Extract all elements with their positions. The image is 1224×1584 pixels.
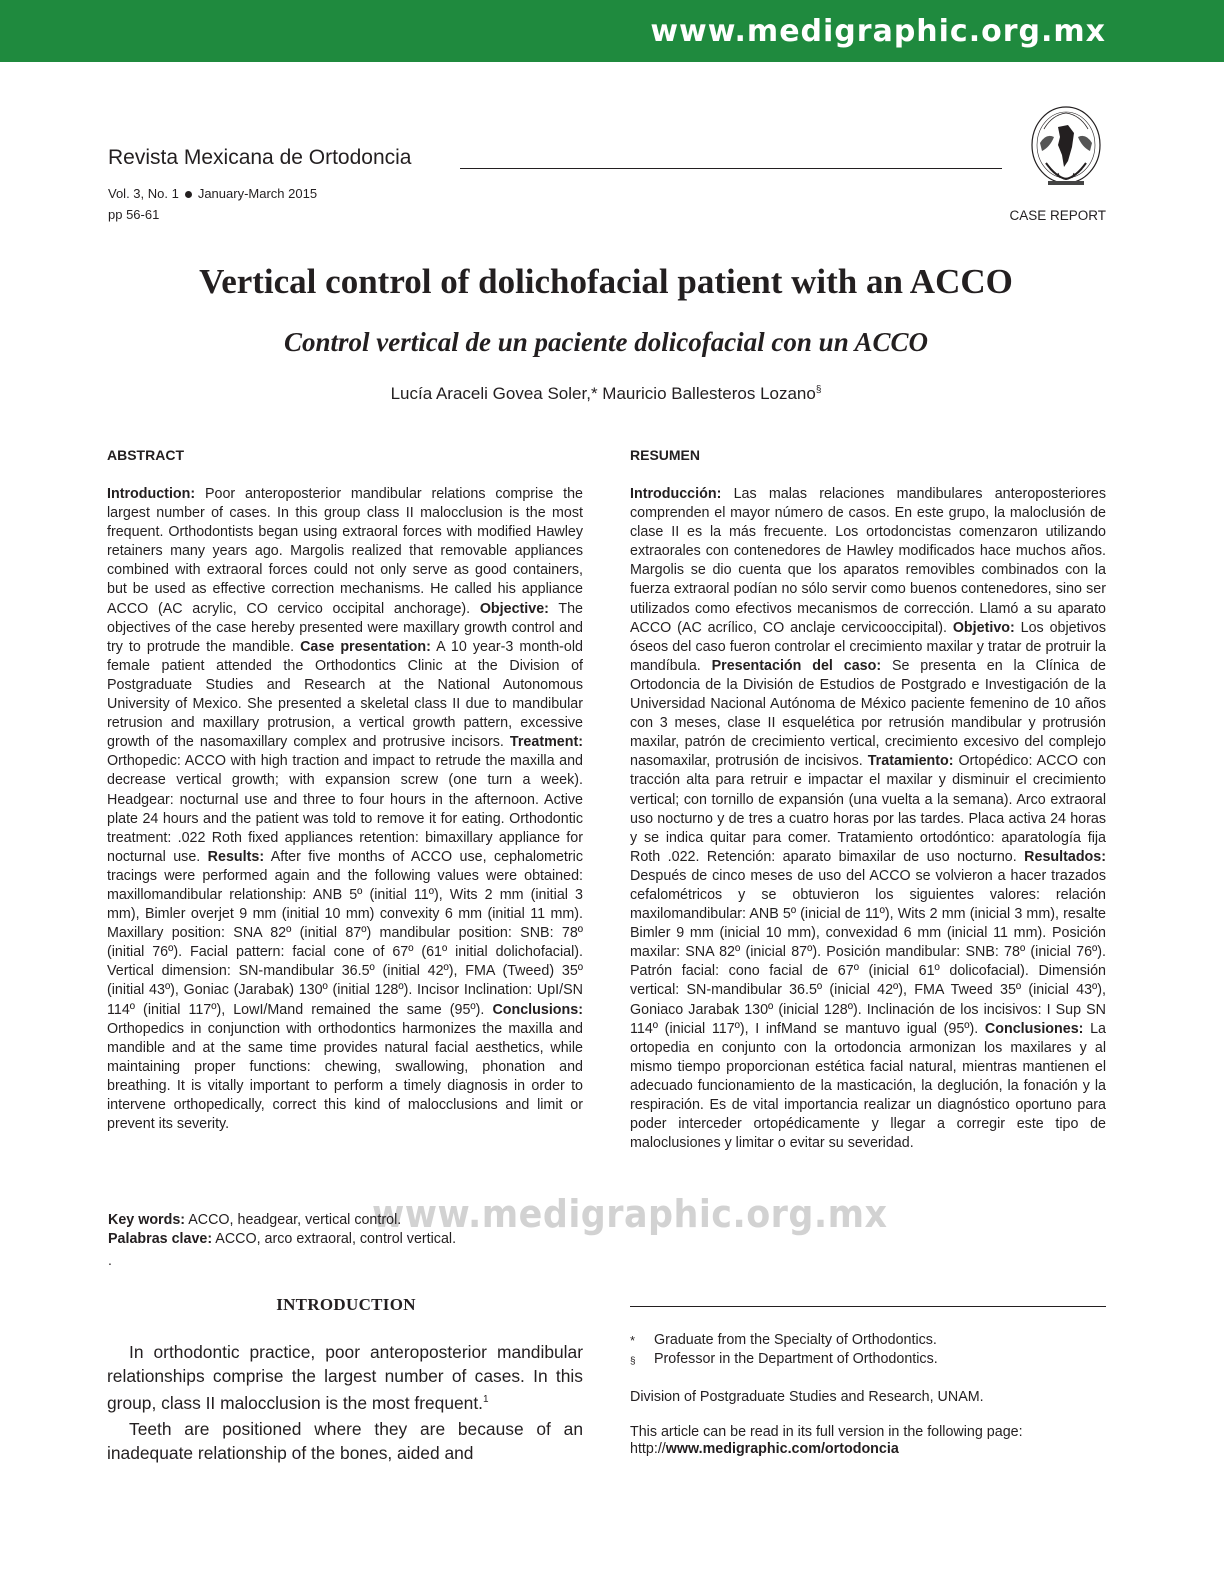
abstract-label: Objective: [479, 600, 549, 617]
full-version-note [630, 1424, 1023, 1458]
introduction-body [107, 1340, 583, 1467]
abstract-label: Conclusions: [492, 1001, 583, 1018]
abstract-text: After five months of ACCO use, cephalometric tracings were performed again and the following values were obtained: maxillomandibular relationship: ANB 5º (initial 11º), Wits 2 mm (initial 3 mm), Bimler overjet 9 mm (initial 10 mm) convexity 6 mm (initial 11 mm). Maxillary position: SNA 82º (initial 87º) mandibular position: SNB: 78º (initial 76º). Facial pattern: facial cone of 67º (61º initial dolichofacial). Vertical dimension: SN-mandibular 36.5º (initial 42º), FMA (Tweed) 35º (initial 43º), Goniac (Jarabak) 130º (initial 128º). Incisor Inclination: UpI/SN 114º (initial 117º), LowI/Mand remained the same (95º). [107, 848, 583, 1018]
resumen-text: La ortopedia en conjunto con la ortodoncia armonizan los maxilares y al mismo tiempo proporcionan estética facial natural, mientras mantienen el adecuado funcionamiento de la masticación, la deglución, la fonación y la respiración. Es de vital importancia realizar un diagnóstico oportuno para poder interceder ortopédicamente y llegar a corregir este tipo de maloclusiones y limitar o evitar su severidad. [630, 1020, 1107, 1152]
article-title: Vertical control of dolichofacial patient with an ACCO [199, 262, 1013, 301]
resumen-label: Presentación del caso: [711, 657, 882, 674]
intro-paragraph [107, 1340, 583, 1415]
journal-header [108, 146, 1008, 176]
abstract-label: Introduction: [107, 486, 196, 502]
keywords-es-text: ACCO, arco extraoral, control vertical. [212, 1231, 457, 1247]
footnote-1 [630, 1331, 1106, 1350]
footnote-mark: § [630, 1356, 636, 1367]
watermark: www.medigraphic.org.mx [372, 1192, 888, 1236]
footnote-rule [630, 1306, 1106, 1307]
keywords-en [108, 1211, 456, 1230]
unam-seal-icon [1028, 103, 1104, 189]
keywords-en-label: Key words: [108, 1212, 186, 1228]
resumen-label: Conclusiones: [984, 1020, 1084, 1037]
issue-date: January-March 2015 [197, 186, 318, 201]
top-banner [0, 0, 1224, 62]
keywords-block [108, 1211, 456, 1249]
footnotes [630, 1331, 1106, 1369]
page-range: pp 56-61 [108, 207, 160, 222]
stray-dot: . [108, 1252, 112, 1268]
author-2-mark: § [815, 384, 822, 396]
intro-p1-text: In orthodontic practice, poor anteroposterior mandibular relationships comprise the largest number of cases. In this group, class II malocclusion is the most frequent. [107, 1342, 583, 1413]
resumen-heading: RESUMEN [630, 447, 701, 463]
resumen-body [630, 485, 1106, 1153]
abstract-body [107, 485, 583, 1134]
journal-name: Revista Mexicana de Ortodoncia [108, 146, 412, 169]
abstract-text: A 10 year-3 month-old female patient attended the Orthodontics Clinic at the Division of Postgraduate Studies and Research at the National Autonomous University of Mexico. She presented a skeletal class II due to mandibular retrusion and maxillary protrusion, a vertical growth pattern, excessive growth of the nasomaxillary complex and protrusive incisors. [107, 638, 583, 751]
journal-rule [460, 168, 1002, 169]
resumen-label: Introducción: [630, 486, 722, 502]
resumen-label: Tratamiento: [867, 753, 954, 770]
resumen-text: Ortopédico: ACCO con tracción alta para retruir e impactar el maxilar y disminuir el crecimiento vertical; con tornillo de expansión (una vuelta a la semana). Arco extraoral uso nocturno y de tres a cuatro horas por las tardes. Placa activa 24 horas y se indica quitar para comer. Tratamiento ortodóntico: aparatología fija Roth .022. Retención: aparato bimaxilar de uso nocturno. [630, 753, 1106, 865]
article-subtitle: Control vertical de un paciente dolicofacial con un ACCO [283, 327, 928, 357]
author-1: Lucía Araceli Govea Soler, [390, 384, 591, 403]
affiliation: Division of Postgraduate Studies and Research, UNAM. [630, 1389, 984, 1405]
reference-mark: 1 [483, 1394, 489, 1405]
keywords-en-text: ACCO, headgear, vertical control. [185, 1212, 402, 1228]
author-line [0, 384, 1212, 404]
link-prefix: http:// [630, 1441, 666, 1457]
abstract-label: Case presentation: [300, 638, 431, 655]
section-label: CASE REPORT [1009, 208, 1106, 223]
footnote-mark: * [630, 1333, 636, 1348]
abstract-label: Results: [207, 848, 265, 865]
link-url[interactable]: www.medigraphic.com/ortodoncia [665, 1441, 899, 1457]
footnote-text: Graduate from the Specialty of Orthodontics. [654, 1332, 937, 1348]
full-version-link[interactable] [630, 1441, 1023, 1458]
author-1-mark: * [590, 384, 598, 403]
author-2: Mauricio Ballesteros Lozano [597, 384, 816, 403]
resumen-label: Objetivo: [952, 619, 1015, 636]
resumen-text: Los objetivos óseos del caso fueron controlar el crecimiento maxilar y tratar de protruir la mandíbula. [630, 619, 1106, 674]
resumen-text: Después de cinco meses de uso del ACCO se volvieron a hacer trazados cefalométricos y se obtuvieron los siguientes valores: relación maxilomandibular: ANB 5º (inicial de 11º), Wits 2 mm (inicial 3 mm), resalte Bimler 9 mm (inicial 10 mm), convexidad 6 mm (inicial 11 mm). Posición maxilar: SNA 82º (inicial 87º). Posición mandibular: SNB: 78º (inicial 76º). Patrón facial: cono facial de 67º (inicial 61º dolicofacial). Dimensión vertical: SN-mandibular 36.5º (inicial 42º), FMA Tweed 35º (inicial 43º), Goniaco Jarabak 130º (inicial 128º). Inclinación de los incisivos: I Sup SN 114º (inicial 117º), I infMand se mantuvo igual (95º). [630, 867, 1106, 1037]
volume: Vol. 3, No. 1 [108, 186, 179, 201]
resumen-label: Resultados: [1024, 848, 1106, 865]
abstract-label: Treatment: [509, 734, 583, 751]
resumen-text: Se presenta en la Clínica de Ortodoncia de la División de Estudios de Postgrado e Investigación de la Universidad Nacional Autónoma de México paciente femenino de 10 años con 3 meses, clase II esquelética por retrusión mandibular y protrusión maxilar, patrón de crecimiento vertical, crecimiento excesivo del complejo nasomaxilar, protrusión de incisivos. [630, 657, 1106, 770]
resumen-text: Las malas relaciones mandibulares anteroposteriores comprenden el mayor número de casos. En este grupo, la maloclusión de clase II es la más frecuente. Los ortodoncistas comenzaron utilizando extraorales con contenedores de Hawley modificados hace muchos años. Margolis se dio cuenta que los aparatos removibles combinados con la fuerza extraoral podían no sólo servir como buenos contenedores, sino ser utilizados como efectivos mecanismos de corrección. Llamó a su aparato ACCO (AC acrílico, CO anclaje cervicooccipital). [630, 486, 1106, 636]
full-version-text: This article can be read in its full version in the following page: [630, 1424, 1023, 1440]
bullet-icon [185, 191, 192, 198]
site-url[interactable]: www.medigraphic.org.mx [650, 14, 1106, 49]
abstract-text: Orthopedic: ACCO with high traction and impact to retrude the maxilla and decrease vertical growth; with expansion screw (one turn a week). Headgear: nocturnal use and three to four hours in the afternoon. Active plate 24 hours and the patient was told to remove it for eating. Orthodontic treatment: .022 Roth fixed appliances retention: bimaxillary appliance for nocturnal use. [107, 753, 583, 865]
footnote-text: Professor in the Department of Orthodontics. [654, 1351, 938, 1367]
volume-line [108, 186, 317, 201]
footnote-2 [630, 1350, 1106, 1369]
abstract-text: Poor anteroposterior mandibular relations comprise the largest number of cases. In this group class II malocclusion is the most frequent. Orthodontists began using extraoral forces with modified Hawley retainers many years ago. Margolis realized that removable appliances combined with extraoral forces could not only serve as good containers, but be used as effective correction mechanisms. He called his appliance ACCO (AC acrylic, CO cervico occipital anchorage). [107, 486, 583, 617]
keywords-es [108, 1230, 456, 1249]
abstract-heading: ABSTRACT [107, 447, 184, 463]
abstract-text: The objectives of the case hereby presented were maxillary growth control and try to protrude the mandible. [107, 600, 583, 655]
intro-paragraph: Teeth are positioned where they are because of an inadequate relationship of the bones, aided and [107, 1418, 583, 1463]
abstract-text: Orthopedics in conjunction with orthodontics harmonizes the maxilla and mandible and at the same time provides natural facial aesthetics, while maintaining proper functions: chewing, swallowing, phonation and breathing. It is vitally important to perform a timely diagnosis in order to intervene orthopedically, correct this kind of malocclusions and limit or prevent its severity. [107, 1020, 583, 1133]
keywords-es-label: Palabras clave: [108, 1231, 213, 1247]
introduction-heading: INTRODUCTION [276, 1295, 416, 1314]
